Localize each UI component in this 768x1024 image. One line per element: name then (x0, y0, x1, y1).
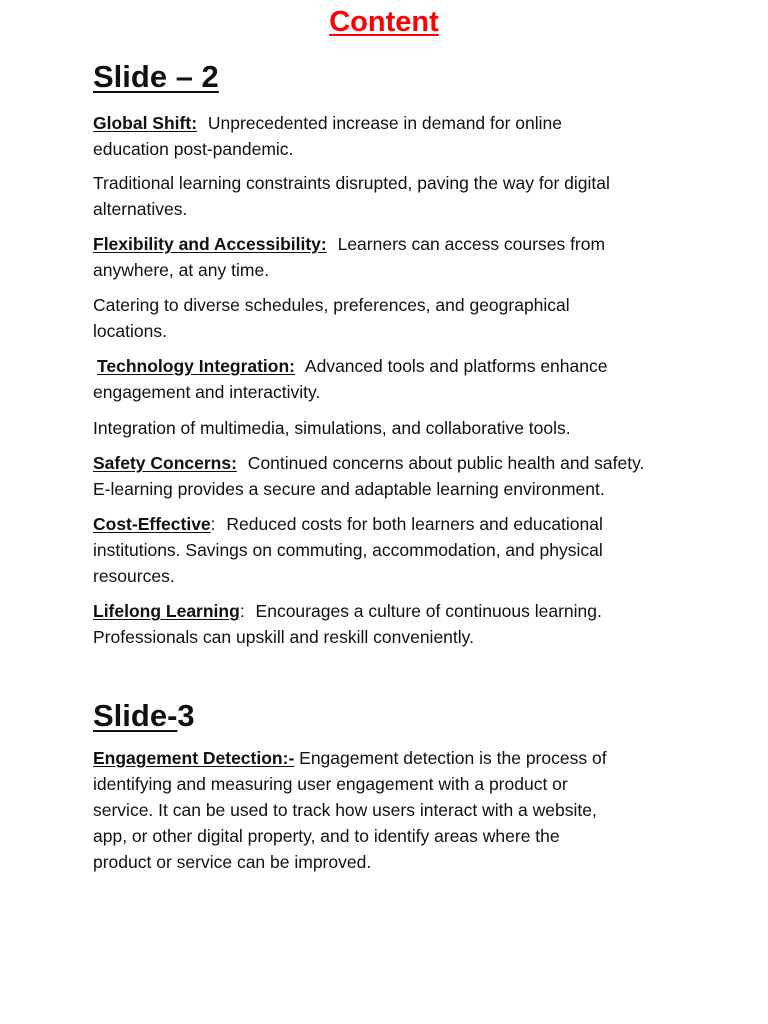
slide-3-heading-number: 3 (177, 698, 195, 733)
engagement-detection-text-line5: product or service can be improved. (93, 852, 372, 872)
global-shift-label: Global Shift: (93, 113, 198, 133)
global-shift-text-line1: Unprecedented increase in demand for online (203, 113, 563, 133)
engagement-detection-text-line4: app, or other digital property, and to identify areas where the (93, 826, 560, 846)
traditional-learning-line1: Traditional learning constraints disrupted, paving the way for digital (93, 173, 610, 193)
slide-2-heading: Slide – 2 (93, 59, 219, 94)
cost-effective-paragraph (93, 511, 693, 589)
flexibility-label: Flexibility and Accessibility: (93, 234, 327, 254)
flexibility-text-line1: Learners can access courses from (332, 234, 606, 254)
slide-3-heading (93, 696, 195, 736)
catering-paragraph (93, 292, 693, 344)
cost-effective-label: Cost-Effective (93, 514, 211, 534)
integration-multimedia-paragraph (93, 415, 693, 441)
safety-concerns-label: Safety Concerns: (93, 453, 237, 473)
engagement-detection-paragraph (93, 745, 693, 875)
technology-integration-text-line1: Advanced tools and platforms enhance (301, 356, 608, 376)
lifelong-learning-text-line1: Encourages a culture of continuous learning. (250, 601, 602, 621)
slide-3-heading-underlined: Slide- (93, 698, 178, 733)
safety-concerns-text-line2: E-learning provides a secure and adaptable learning environment. (93, 479, 605, 499)
technology-integration-text-line2: engagement and interactivity. (93, 382, 321, 402)
traditional-learning-line2: alternatives. (93, 199, 188, 219)
safety-concerns-paragraph (93, 450, 693, 502)
lifelong-learning-text-line2: Professionals can upskill and reskill conveniently. (93, 627, 474, 647)
lifelong-learning-colon: : (239, 601, 245, 621)
global-shift-paragraph (93, 110, 693, 162)
lifelong-learning-label: Lifelong Learning (93, 601, 240, 621)
cost-effective-colon: : (210, 514, 216, 534)
cost-effective-text-line2: institutions. Savings on commuting, accommodation, and physical (93, 540, 603, 560)
engagement-detection-text-line2: identifying and measuring user engagement with a product or (93, 774, 568, 794)
catering-line1: Catering to diverse schedules, preferences, and geographical (93, 295, 570, 315)
flexibility-text-line2: anywhere, at any time. (93, 260, 270, 280)
catering-line2: locations. (93, 321, 167, 341)
integration-multimedia-line1: Integration of multimedia, simulations, and collaborative tools. (93, 418, 571, 438)
document-title: Content (329, 6, 439, 38)
flexibility-paragraph (93, 231, 693, 283)
technology-integration-paragraph (93, 353, 697, 405)
engagement-detection-text-line1: Engagement detection is the process of (294, 748, 607, 768)
safety-concerns-text-line1: Continued concerns about public health and safety. (242, 453, 645, 473)
engagement-detection-text-line3: service. It can be used to track how users interact with a website, (93, 800, 597, 820)
global-shift-text-line2: education post-pandemic. (93, 139, 294, 159)
technology-integration-label: Technology Integration: (97, 356, 296, 376)
cost-effective-text-line3: resources. (93, 566, 175, 586)
engagement-detection-label: Engagement Detection:- (93, 748, 295, 768)
lifelong-learning-paragraph (93, 598, 693, 650)
cost-effective-text-line1: Reduced costs for both learners and educational (221, 514, 603, 534)
traditional-learning-paragraph (93, 170, 693, 222)
